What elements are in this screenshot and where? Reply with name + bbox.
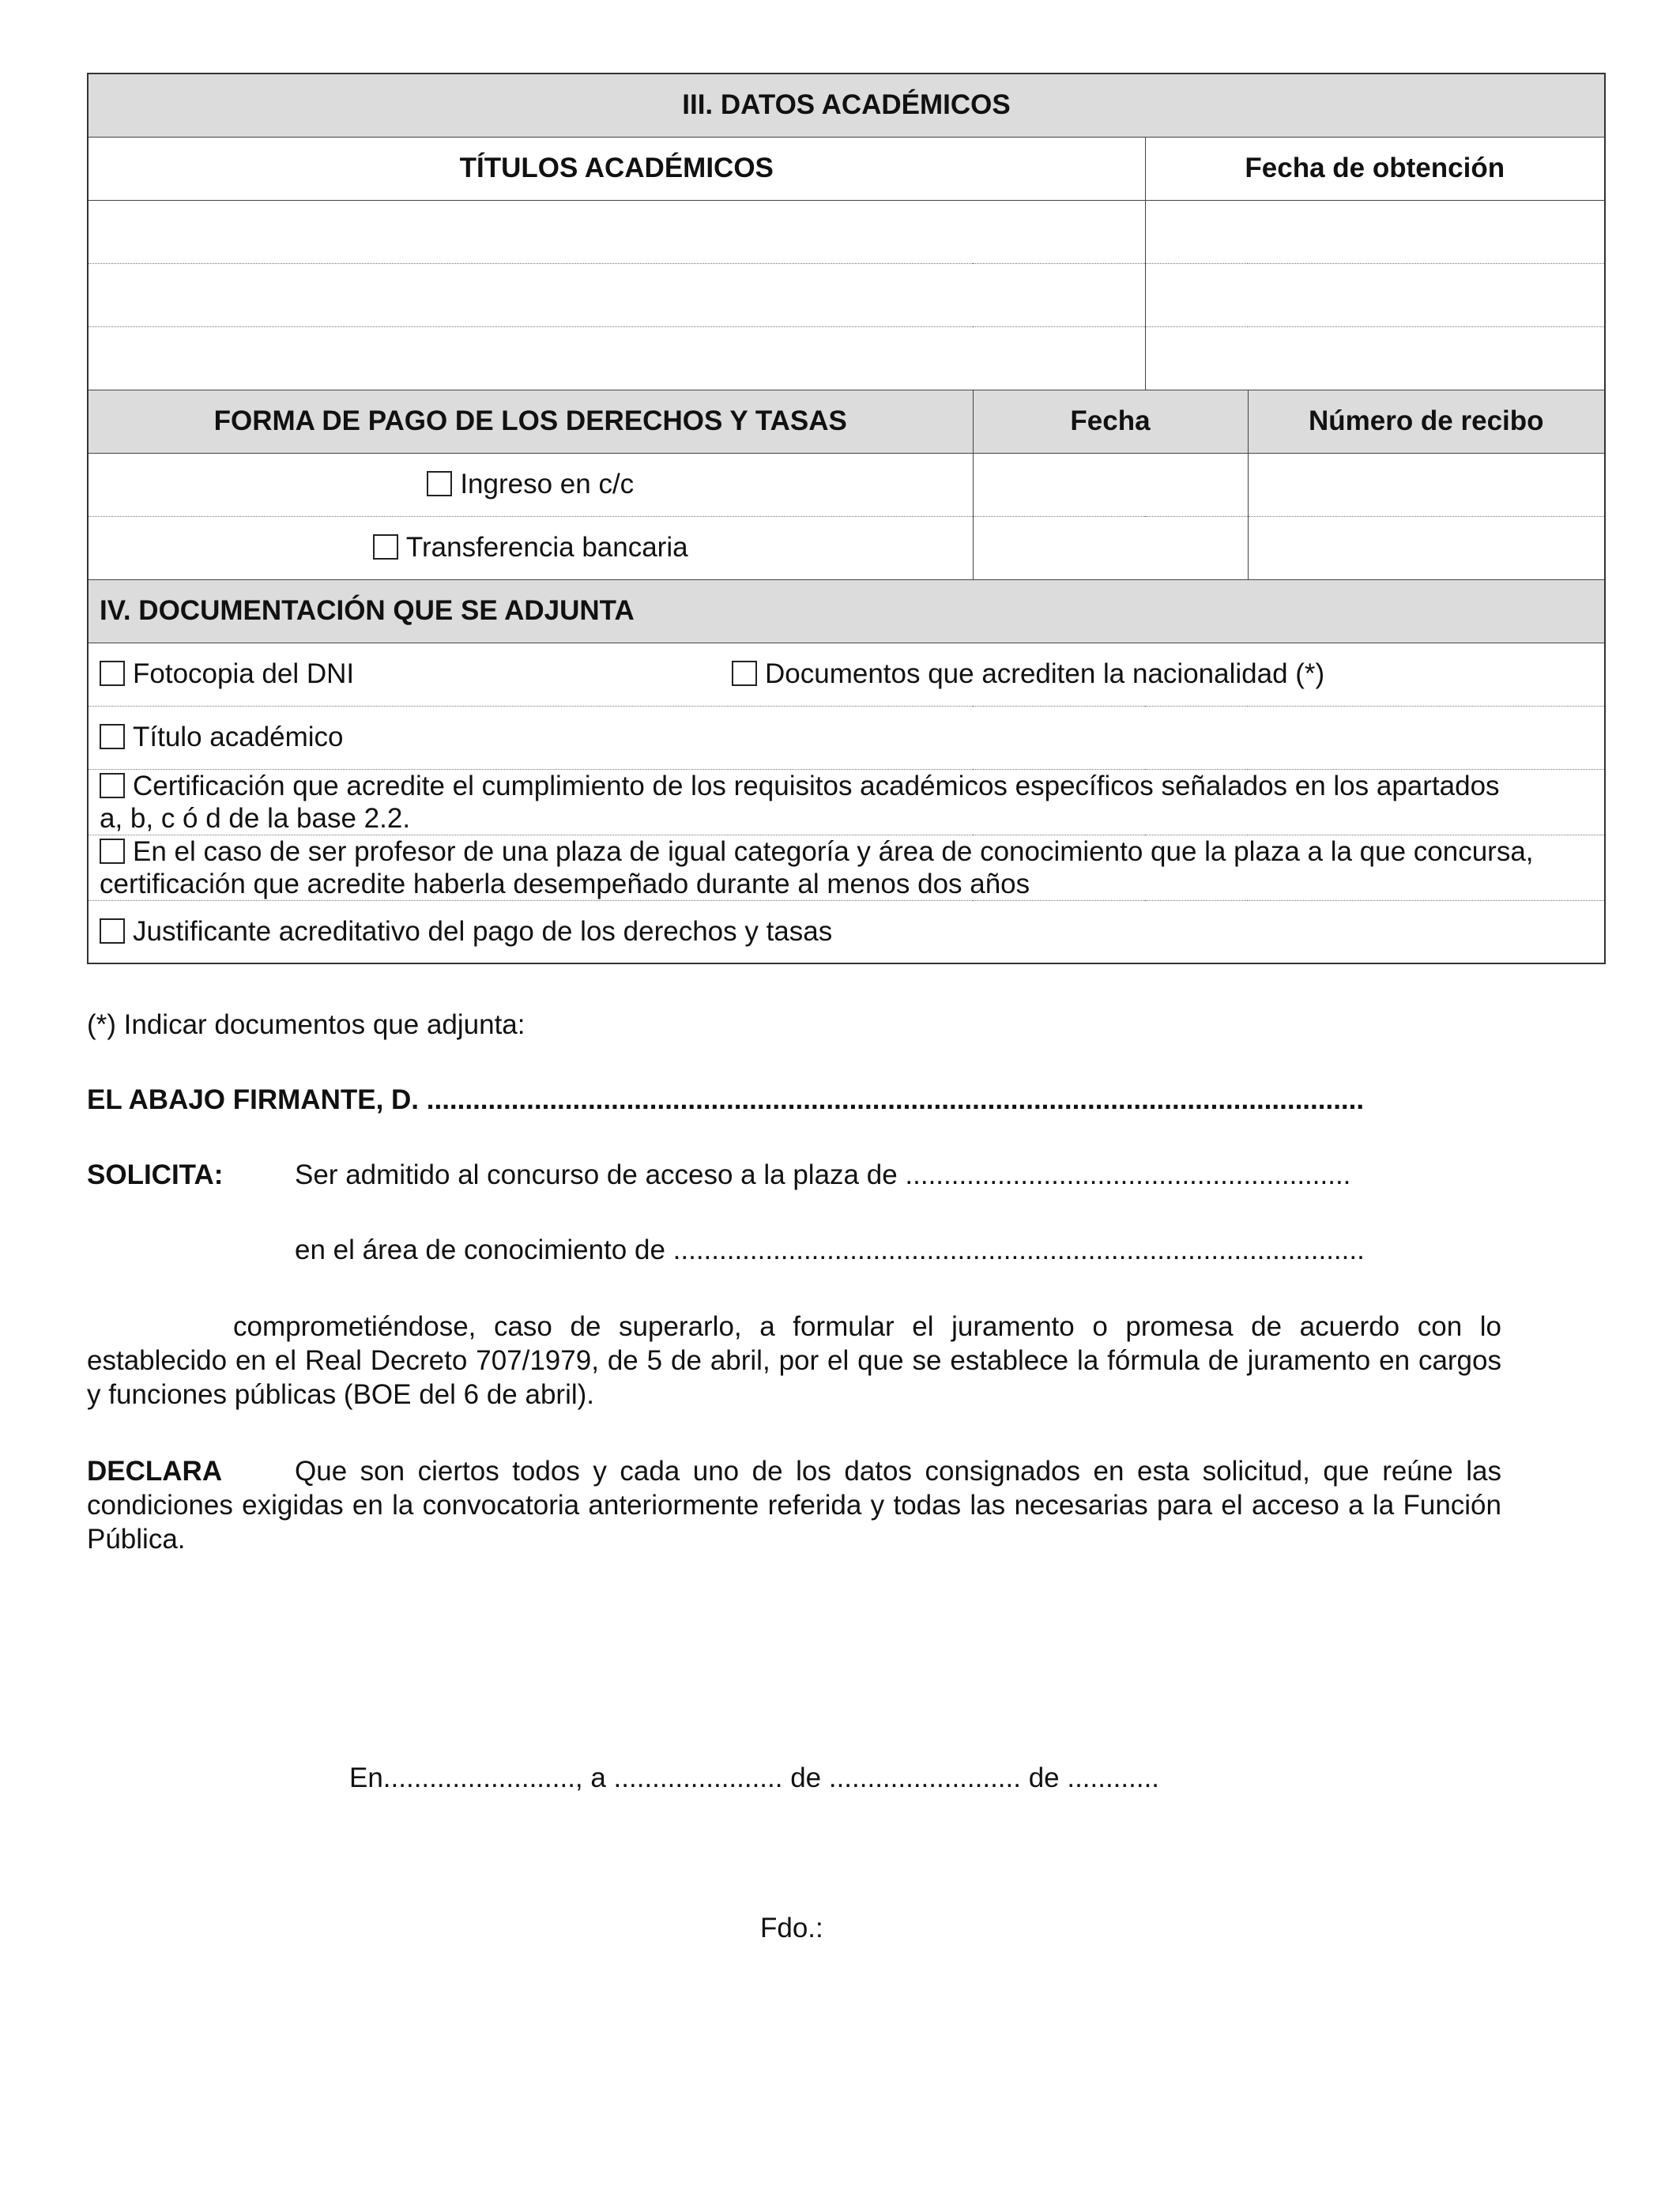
date-obtained-field-2[interactable] xyxy=(1145,263,1605,326)
transfer-date-field[interactable] xyxy=(973,516,1248,579)
professor-label-2: certificación que acredite haberla desempeñado durante al menos dos años xyxy=(100,868,1030,899)
certification-label-1: Certificación que acredite el cumplimiento de los requisitos académicos específicos señalados en los apartados xyxy=(133,770,1500,801)
declara-paragraph xyxy=(87,1454,1501,1556)
declara-label: DECLARA xyxy=(87,1456,223,1487)
date-obtained-column-header: Fecha de obtención xyxy=(1145,137,1605,200)
transfer-checkbox[interactable] xyxy=(373,534,398,560)
section3-title: III. DATOS ACADÉMICOS xyxy=(88,74,1605,137)
payment-proof-label: Justificante acreditativo del pago de los derechos y tasas xyxy=(133,915,833,947)
transfer-label: Transferencia bancaria xyxy=(405,532,688,563)
signature-line: Fdo.: xyxy=(760,1913,823,1943)
certification-label-2: a, b, c ó d de la base 2.2. xyxy=(100,802,411,834)
doc-row-payment-proof xyxy=(88,900,1605,963)
declara-text: Que son ciertos todos y cada uno de los datos consignados en esta solicitud, que reúne las condiciones exigidas en la convocatoria anteriormente referida y todas las necesarias para el acceso a la Función Pública. xyxy=(87,1456,1501,1555)
academic-title-field-1[interactable] xyxy=(88,200,1145,263)
solicita-label: SOLICITA: xyxy=(87,1159,224,1190)
receipt-number-header: Número de recibo xyxy=(1248,390,1605,453)
dni-label: Fotocopia del DNI xyxy=(133,658,355,689)
titles-column-header: TÍTULOS ACADÉMICOS xyxy=(88,137,1145,200)
deposit-label: Ingreso en c/c xyxy=(460,469,635,499)
nationality-checkbox[interactable] xyxy=(732,661,757,686)
dni-checkbox[interactable] xyxy=(100,661,125,686)
solicita-line xyxy=(87,1159,1350,1191)
form-table xyxy=(87,73,1606,964)
documents-note: (*) Indicar documentos que adjunta: xyxy=(87,1009,525,1040)
payment-option-deposit xyxy=(88,453,973,516)
payment-proof-checkbox[interactable] xyxy=(100,918,125,944)
certification-checkbox[interactable] xyxy=(100,773,125,798)
title-checkbox[interactable] xyxy=(100,724,125,749)
place-date-line: En........................., a ...................... de ......................... de ............ xyxy=(349,1762,1160,1793)
date-obtained-field-3[interactable] xyxy=(1145,326,1605,390)
deposit-checkbox[interactable] xyxy=(427,471,452,496)
solicita-text: Ser admitido al concurso de acceso a la plaza de .......................................................... xyxy=(295,1159,1351,1190)
doc-row-professor xyxy=(88,835,1605,900)
professor-checkbox[interactable] xyxy=(100,839,125,864)
section4-title: IV. DOCUMENTACIÓN QUE SE ADJUNTA xyxy=(88,579,1605,643)
area-line: en el área de conocimiento de .......................................................................................... xyxy=(295,1235,1365,1265)
doc-row-certification xyxy=(88,769,1605,835)
title-label: Título académico xyxy=(133,722,344,752)
application-form-page xyxy=(87,73,1604,1943)
deposit-date-field[interactable] xyxy=(973,453,1248,516)
deposit-receipt-field[interactable] xyxy=(1248,453,1605,516)
commitment-text: comprometiéndose, caso de superarlo, a formular el juramento o promesa de acuerdo con lo establecido en el Real Decreto 707/1979, de 5 de abril, por el que se establece la fórmula de juramento en cargos y funciones públicas (BOE del 6 de abril). xyxy=(87,1311,1501,1410)
payment-date-header: Fecha xyxy=(973,390,1248,453)
doc-row-dni-nationality xyxy=(88,643,1605,706)
transfer-receipt-field[interactable] xyxy=(1248,516,1605,579)
payment-option-transfer xyxy=(88,516,973,579)
signer-line: EL ABAJO FIRMANTE, D. .......................................................................................................................... xyxy=(87,1084,1365,1115)
academic-title-field-2[interactable] xyxy=(88,263,1145,326)
commitment-paragraph xyxy=(87,1310,1501,1412)
academic-title-field-3[interactable] xyxy=(88,326,1145,390)
doc-row-title xyxy=(88,706,1605,769)
payment-method-header: FORMA DE PAGO DE LOS DERECHOS Y TASAS xyxy=(88,390,973,453)
date-obtained-field-1[interactable] xyxy=(1145,200,1605,263)
nationality-label: Documentos que acrediten la nacionalidad (*) xyxy=(765,658,1325,689)
professor-label-1: En el caso de ser profesor de una plaza de igual categoría y área de conocimiento que la plaza a la que concursa, xyxy=(133,835,1534,867)
